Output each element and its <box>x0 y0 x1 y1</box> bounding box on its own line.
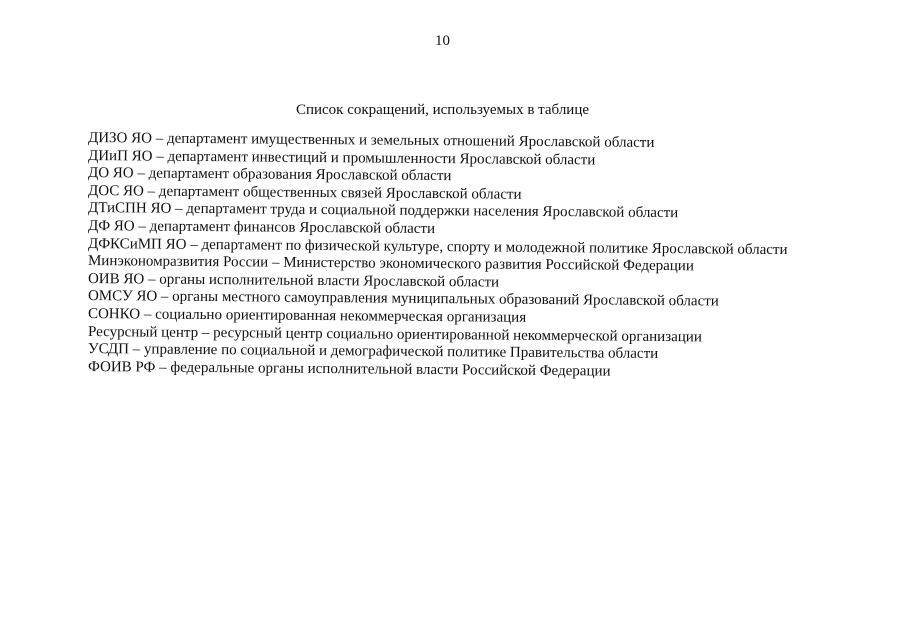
page-number: 10 <box>435 33 450 49</box>
abbreviation-item: ДФ ЯО – департамент финансов Ярославской области <box>87 217 436 237</box>
abbreviations-list <box>87 130 878 380</box>
abbreviation-item: ДИЗО ЯО – департамент имущественных и земельных отношений Ярославской области <box>87 130 655 151</box>
abbreviation-item: ДО ЯО – департамент образования Ярославской области <box>87 165 452 185</box>
abbreviation-item: Ресурсный центр – ресурсный центр социально ориентированной некоммерческой организации <box>87 323 702 345</box>
abbreviation-item: ДФКСиМП ЯО – департамент по физической культуре, спорту и молодежной политике Ярославской области <box>87 235 788 258</box>
abbreviation-item: УСДП – управление по социальной и демографической политике Правительства области <box>87 341 659 363</box>
abbreviations-title: Список сокращений, используемых в таблице <box>295 102 590 118</box>
abbreviation-item: ДИиП ЯО – департамент инвестиций и промышленности Ярославской области <box>87 147 596 169</box>
abbreviation-item: ДТиСПН ЯО – департамент труда и социальной поддержки населения Ярославской области <box>87 200 679 222</box>
abbreviation-item: ДОС ЯО – департамент общественных связей Ярославской области <box>87 182 522 203</box>
abbreviation-item: Минэкономразвития России – Министерство экономического развития Российской Федерации <box>87 253 694 275</box>
abbreviation-item: ОИВ ЯО – органы исполнительной власти Ярославской области <box>87 270 500 291</box>
abbreviation-item: СОНКО – социально ориентированная некоммерческая организация <box>87 305 527 326</box>
abbreviation-item: ФОИВ РФ – федеральные органы исполнительной власти Российской Федерации <box>87 358 611 380</box>
abbreviation-item: ОМСУ ЯО – органы местного самоуправления муниципальных образований Ярославской области <box>87 288 719 310</box>
